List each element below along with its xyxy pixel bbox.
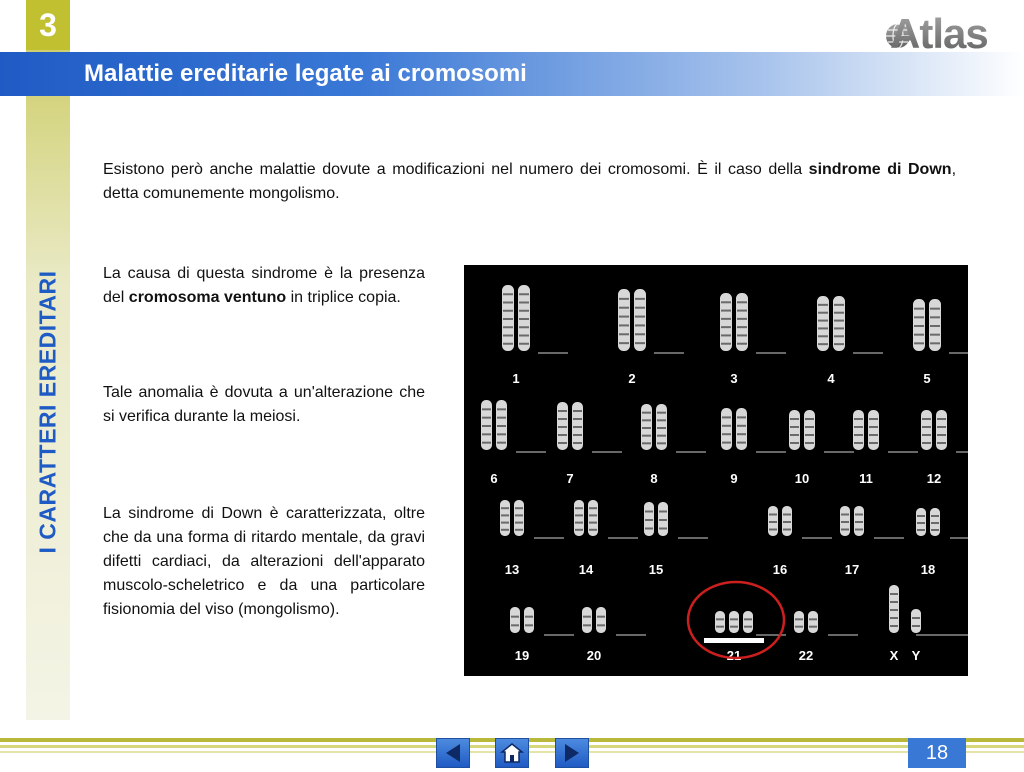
chromosome-6 xyxy=(481,400,507,450)
chromosome-label-8: 8 xyxy=(650,471,658,486)
cause-highlight: cromosoma ventuno xyxy=(128,289,287,306)
chromosome-2 xyxy=(618,289,646,351)
previous-button[interactable] xyxy=(436,738,470,768)
chromosome-14 xyxy=(574,500,598,536)
symptoms-paragraph: La sindrome di Down è caratterizzata, oltre che da una forma di ritardo mentale, da gravi difetti cardiaci, da alterazioni dell'apparato muscolo-scheletrico e da una particolare fisionomia del viso (mongolismo). xyxy=(103,505,425,618)
chromosome-label-10: 10 xyxy=(794,471,810,486)
chromosome-8 xyxy=(641,404,667,450)
chromosome-4 xyxy=(817,296,845,351)
chromosome-18 xyxy=(916,508,940,536)
chromosome-10 xyxy=(789,410,815,450)
home-button[interactable] xyxy=(495,738,529,768)
chromosome-label-17: 17 xyxy=(844,562,860,577)
home-icon xyxy=(496,739,528,767)
chromosome-3 xyxy=(720,293,748,351)
chromosome-12 xyxy=(921,410,947,450)
chromosome-label-X: X xyxy=(889,648,899,663)
chromosome-X xyxy=(889,585,899,633)
chromosome-7 xyxy=(557,402,583,450)
intro-text-end: , detta comunemente mongolismo. xyxy=(103,161,957,202)
cause-text-start: La causa di questa sindrome è la presenza del xyxy=(103,265,425,306)
chromosome-22 xyxy=(794,611,818,633)
chromosome-1 xyxy=(502,285,530,351)
slide-title: Malattie ereditarie legate ai cromosomi xyxy=(84,60,527,87)
chromosome-15 xyxy=(644,502,668,536)
intro-paragraph xyxy=(103,158,956,206)
chromosome-label-12: 12 xyxy=(926,471,942,486)
meiosis-paragraph: Tale anomalia è dovuta a un'alterazione che si verifica durante la meiosi. xyxy=(103,384,425,425)
chromosome-label-9: 9 xyxy=(730,471,738,486)
chromosome-label-2: 2 xyxy=(628,371,636,386)
intro-highlight: sindrome di Down xyxy=(808,161,952,178)
intro-text-start: Esistono però anche malattie dovute a modificazioni nel numero dei cromosomi. È il caso della xyxy=(103,161,809,178)
section-label: I CARATTERI EREDITARI xyxy=(34,270,61,554)
arrow-right-icon xyxy=(556,739,588,767)
chromosome-label-20: 20 xyxy=(586,648,602,663)
chromosome-label-22: 22 xyxy=(798,648,814,663)
chromosome-5 xyxy=(913,299,941,351)
page-number: 18 xyxy=(908,738,966,768)
chromosome-13 xyxy=(500,500,524,536)
next-button[interactable] xyxy=(555,738,589,768)
chromosome-label-18: 18 xyxy=(920,562,936,577)
chromosome-label-Y: Y xyxy=(911,648,921,663)
logo-text: Atlas xyxy=(890,10,988,52)
chromosome-label-11: 11 xyxy=(859,471,873,486)
chromosome-label-4: 4 xyxy=(827,371,835,386)
chromosome-label-7: 7 xyxy=(566,471,574,486)
cause-paragraph xyxy=(103,262,425,310)
chromosome-label-19: 19 xyxy=(514,648,530,663)
karyotype-image xyxy=(464,265,968,676)
chromosome-11 xyxy=(853,410,879,450)
chromosome-16 xyxy=(768,506,792,536)
chromosome-label-1: 1 xyxy=(512,371,520,386)
trisomy-bar xyxy=(704,638,764,643)
chromosome-Y xyxy=(911,609,921,633)
chromosome-label-14: 14 xyxy=(578,562,594,577)
chromosome-label-3: 3 xyxy=(730,371,738,386)
arrow-left-icon xyxy=(437,739,469,767)
chromosome-label-15: 15 xyxy=(648,562,664,577)
chromosome-label-16: 16 xyxy=(772,562,788,577)
chromosome-21 xyxy=(715,611,753,633)
chromosome-20 xyxy=(582,607,606,633)
chromosome-9 xyxy=(721,408,747,450)
cause-text-end: in triplice copia. xyxy=(286,289,401,306)
chromosome-label-6: 6 xyxy=(490,471,498,486)
chromosome-label-5: 5 xyxy=(923,371,931,386)
atlas-logo xyxy=(876,6,1006,52)
chromosome-17 xyxy=(840,506,864,536)
chromosome-19 xyxy=(510,607,534,633)
chapter-number: 3 xyxy=(26,0,70,50)
karyotype-svg xyxy=(464,265,968,676)
chromosome-label-21: 21 xyxy=(726,648,742,663)
chromosome-label-13: 13 xyxy=(504,562,520,577)
